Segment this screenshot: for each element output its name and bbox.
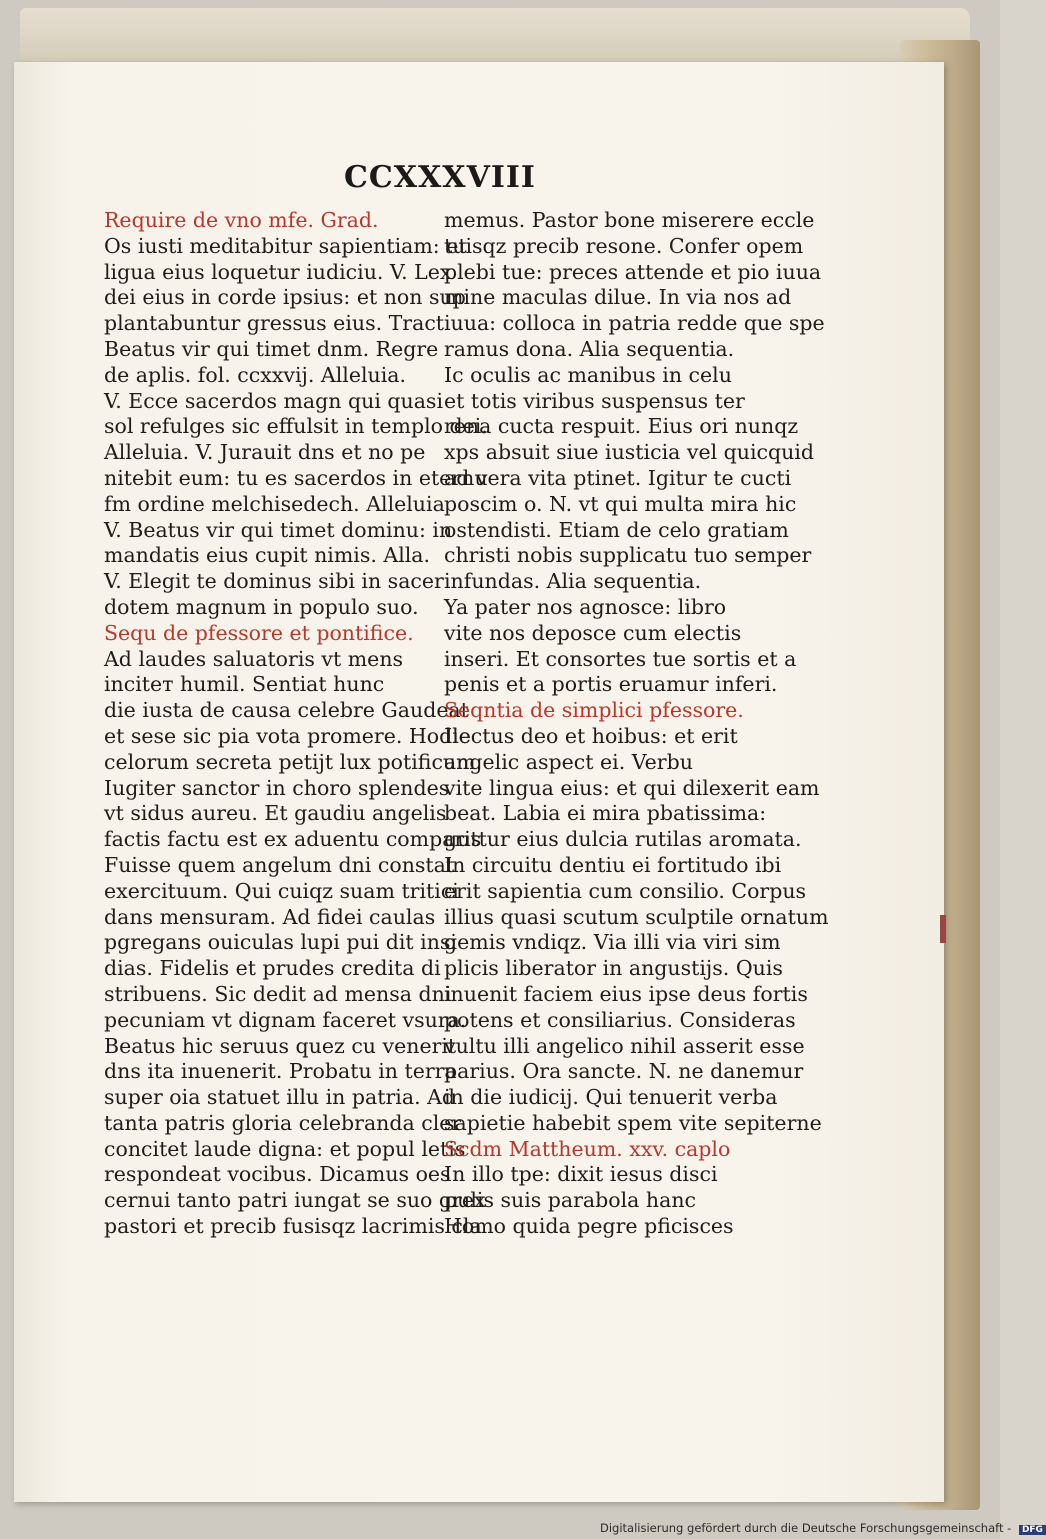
right-column-line: xps absuit siue iusticia vel quicquid — [444, 440, 815, 465]
left-column-line: tanta patris gloria celebranda cler — [104, 1110, 462, 1135]
right-column-line: rena cucta respuit. Eius ori nunqz — [444, 414, 799, 439]
left-column-line: exercituum. Qui cuiqz suam tritici — [104, 878, 459, 903]
right-column-line: Ic oculis ac manibus in celu — [444, 362, 732, 387]
right-column-line: Ilectus deo et hoibus: et erit — [444, 723, 738, 748]
right-column-line: mine maculas dilue. In via nos ad — [444, 285, 792, 310]
right-column-line: iuua: colloca in patria redde que spe — [444, 311, 825, 336]
right-column-line: Homo quida pegre pficisces — [444, 1214, 734, 1239]
right-column-line: Seqntia de simplici pfessore. — [444, 698, 744, 723]
right-column-line: beat. Labia ei mira pbatissima: — [444, 801, 767, 826]
right-column-line: plicis liberator in angustijs. Quis — [444, 956, 783, 981]
right-column-line: in die iudicij. Qui tenuerit verba — [444, 1085, 778, 1110]
right-column-line: erit sapientia cum consilio. Corpus — [444, 878, 807, 903]
left-column-line: celorum secreta petijt lux potificum. — [104, 749, 483, 774]
right-column-line: vite lingua eius: et qui dilexerit eam — [444, 775, 820, 800]
right-column-line: plebi tue: preces attende et pio iuua — [444, 259, 822, 284]
left-column-line: plantabuntur gressus eius. Tract — [104, 311, 445, 336]
left-column-line: V. Beatus vir qui timet dominu: in — [104, 517, 453, 542]
page-marker-tab — [940, 915, 946, 943]
right-column-line: parius. Ora sancte. N. ne danemur — [444, 1059, 804, 1084]
left-column-line: pgregans ouiculas lupi pui dit insi — [104, 930, 457, 955]
left-column-line: die iusta de causa celebre Gaudeat — [104, 698, 469, 723]
right-column-line: angelic aspect ei. Verbu — [444, 749, 693, 774]
left-column-line: et sese sic pia vota promere. Hodie — [104, 723, 471, 748]
left-column-line: Require de vno mfe. Grad. — [104, 208, 379, 232]
left-column-line: Alleluia. V. Jurauit dns et no pe — [104, 440, 426, 465]
right-column-line: vultu illi angelico nihil asserit esse — [444, 1033, 805, 1058]
right-column-line: Ya pater nos agnosce: libro — [444, 594, 727, 619]
left-column-line: nitebit eum: tu es sacerdos in eternu — [104, 465, 488, 490]
left-column-line: Beatus hic seruus quez cu venerit — [104, 1033, 457, 1058]
credit-text: Digitalisierung gefördert durch die Deutsche Forschungsgemeinschaft - — [600, 1521, 1012, 1535]
right-column-line: ramus dona. Alia sequentia. — [444, 336, 735, 361]
right-column-line: Scdm Mattheum. xxv. caplo — [444, 1136, 731, 1161]
left-column-line: cernui tanto patri iungat se suo grex — [104, 1188, 486, 1213]
right-column-line: ostendisti. Etiam de celo gratiam — [444, 517, 789, 542]
left-column-line: stribuens. Sic dedit ad mensa dni — [104, 981, 452, 1006]
right-column-line: In illo tpe: dixit iesus disci — [444, 1162, 718, 1187]
left-column-line: mandatis eius cupit nimis. Alla. — [104, 543, 431, 568]
left-column-line: dans mensuram. Ad fidei caulas — [104, 904, 436, 929]
left-column-line: respondeat vocibus. Dicamus oes — [104, 1162, 451, 1187]
left-column-line: inciteт humil. Sentiat hunc — [104, 672, 385, 697]
right-column-line: In circuitu dentiu ei fortitudo ibi — [444, 852, 782, 877]
left-column-line: sol refulges sic effulsit in templo dei. — [104, 414, 488, 439]
left-column-line: vt sidus aureu. Et gaudiu angelis — [104, 801, 447, 826]
right-column-line: guttur eius dulcia rutilas aromata. — [444, 827, 802, 852]
left-text-column — [104, 208, 488, 1240]
right-column-line: et totis viribus suspensus ter — [444, 388, 745, 413]
left-column-line: pecuniam vt dignam faceret vsura. — [104, 1007, 467, 1032]
left-column-line: V. Ecce sacerdos magn qui quasi — [104, 388, 444, 413]
left-column-line: Iugiter sanctor in choro splendes — [104, 775, 450, 800]
left-column-line: Sequ de pfessore et pontifice. — [104, 620, 414, 645]
right-column-line: infundas. Alia sequentia. — [444, 569, 702, 594]
left-column-line: de aplis. fol. ccxxvij. Alleluia. — [104, 362, 407, 387]
right-column-line: potens et consiliarius. Consideras — [444, 1007, 796, 1032]
right-column-line: tuisqz precib resone. Confer opem — [444, 233, 804, 258]
left-column-line: Beatus vir qui timet dnm. Regre — [104, 336, 439, 361]
right-text-column — [444, 208, 829, 1240]
right-column-line: inuenit faciem eius ipse deus fortis — [444, 981, 808, 1006]
left-column-line: fm ordine melchisedech. Alleluia — [104, 491, 445, 516]
right-column-line: inseri. Et consortes tue sortis et a — [444, 646, 797, 671]
left-column-line: V. Elegit te dominus sibi in sacer — [104, 569, 444, 594]
folio-number: CCXXXVIII — [344, 160, 536, 195]
left-column-line: pastori et precib fusisqz lacrimis cla — [104, 1214, 482, 1239]
left-column-line: factis factu est ex aduentu comparis — [104, 827, 482, 852]
left-column-line: Fuisse quem angelum dni constat — [104, 852, 455, 877]
left-column-line: concitet laude digna: et popul letis — [104, 1136, 466, 1161]
left-column-line: dotem magnum in populo suo. — [104, 594, 419, 619]
right-column-line: gemis vndiqz. Via illi via viri sim — [444, 930, 781, 955]
digitization-credit — [600, 1521, 1043, 1537]
left-column-line: Ad laudes saluatoris vt mens — [104, 646, 404, 671]
right-column-line: poscim o. N. vt qui multa mira hic — [444, 491, 797, 516]
right-column-line: illius quasi scutum sculptile ornatum — [444, 904, 829, 929]
right-column-line: vite nos deposce cum electis — [444, 620, 742, 645]
left-column-line: dei eius in corde ipsius: et non sup — [104, 285, 466, 310]
right-column-line: ad vera vita ptinet. Igitur te cucti — [444, 465, 792, 490]
left-column-line: dns ita inuenerit. Probatu in terra — [104, 1059, 457, 1084]
right-column-line: pulis suis parabola hanc — [444, 1188, 697, 1213]
left-column-line: super oia statuet illu in patria. Ad — [104, 1085, 456, 1110]
right-column-line: penis et a portis eruamur inferi. — [444, 672, 778, 697]
dfg-logo: DFG — [1019, 1525, 1046, 1535]
left-column-line: ligua eius loquetur iudiciu. V. Lex — [104, 259, 452, 284]
left-column-line: Os iusti meditabitur sapientiam: et — [104, 233, 467, 258]
right-column-line: christi nobis supplicatu tuo semper — [444, 543, 812, 568]
right-column-line: sapietie habebit spem vite sepiterne — [444, 1110, 822, 1135]
left-column-line: dias. Fidelis et prudes credita di — [104, 956, 441, 981]
right-column-line: memus. Pastor bone miserere eccle — [444, 208, 815, 232]
